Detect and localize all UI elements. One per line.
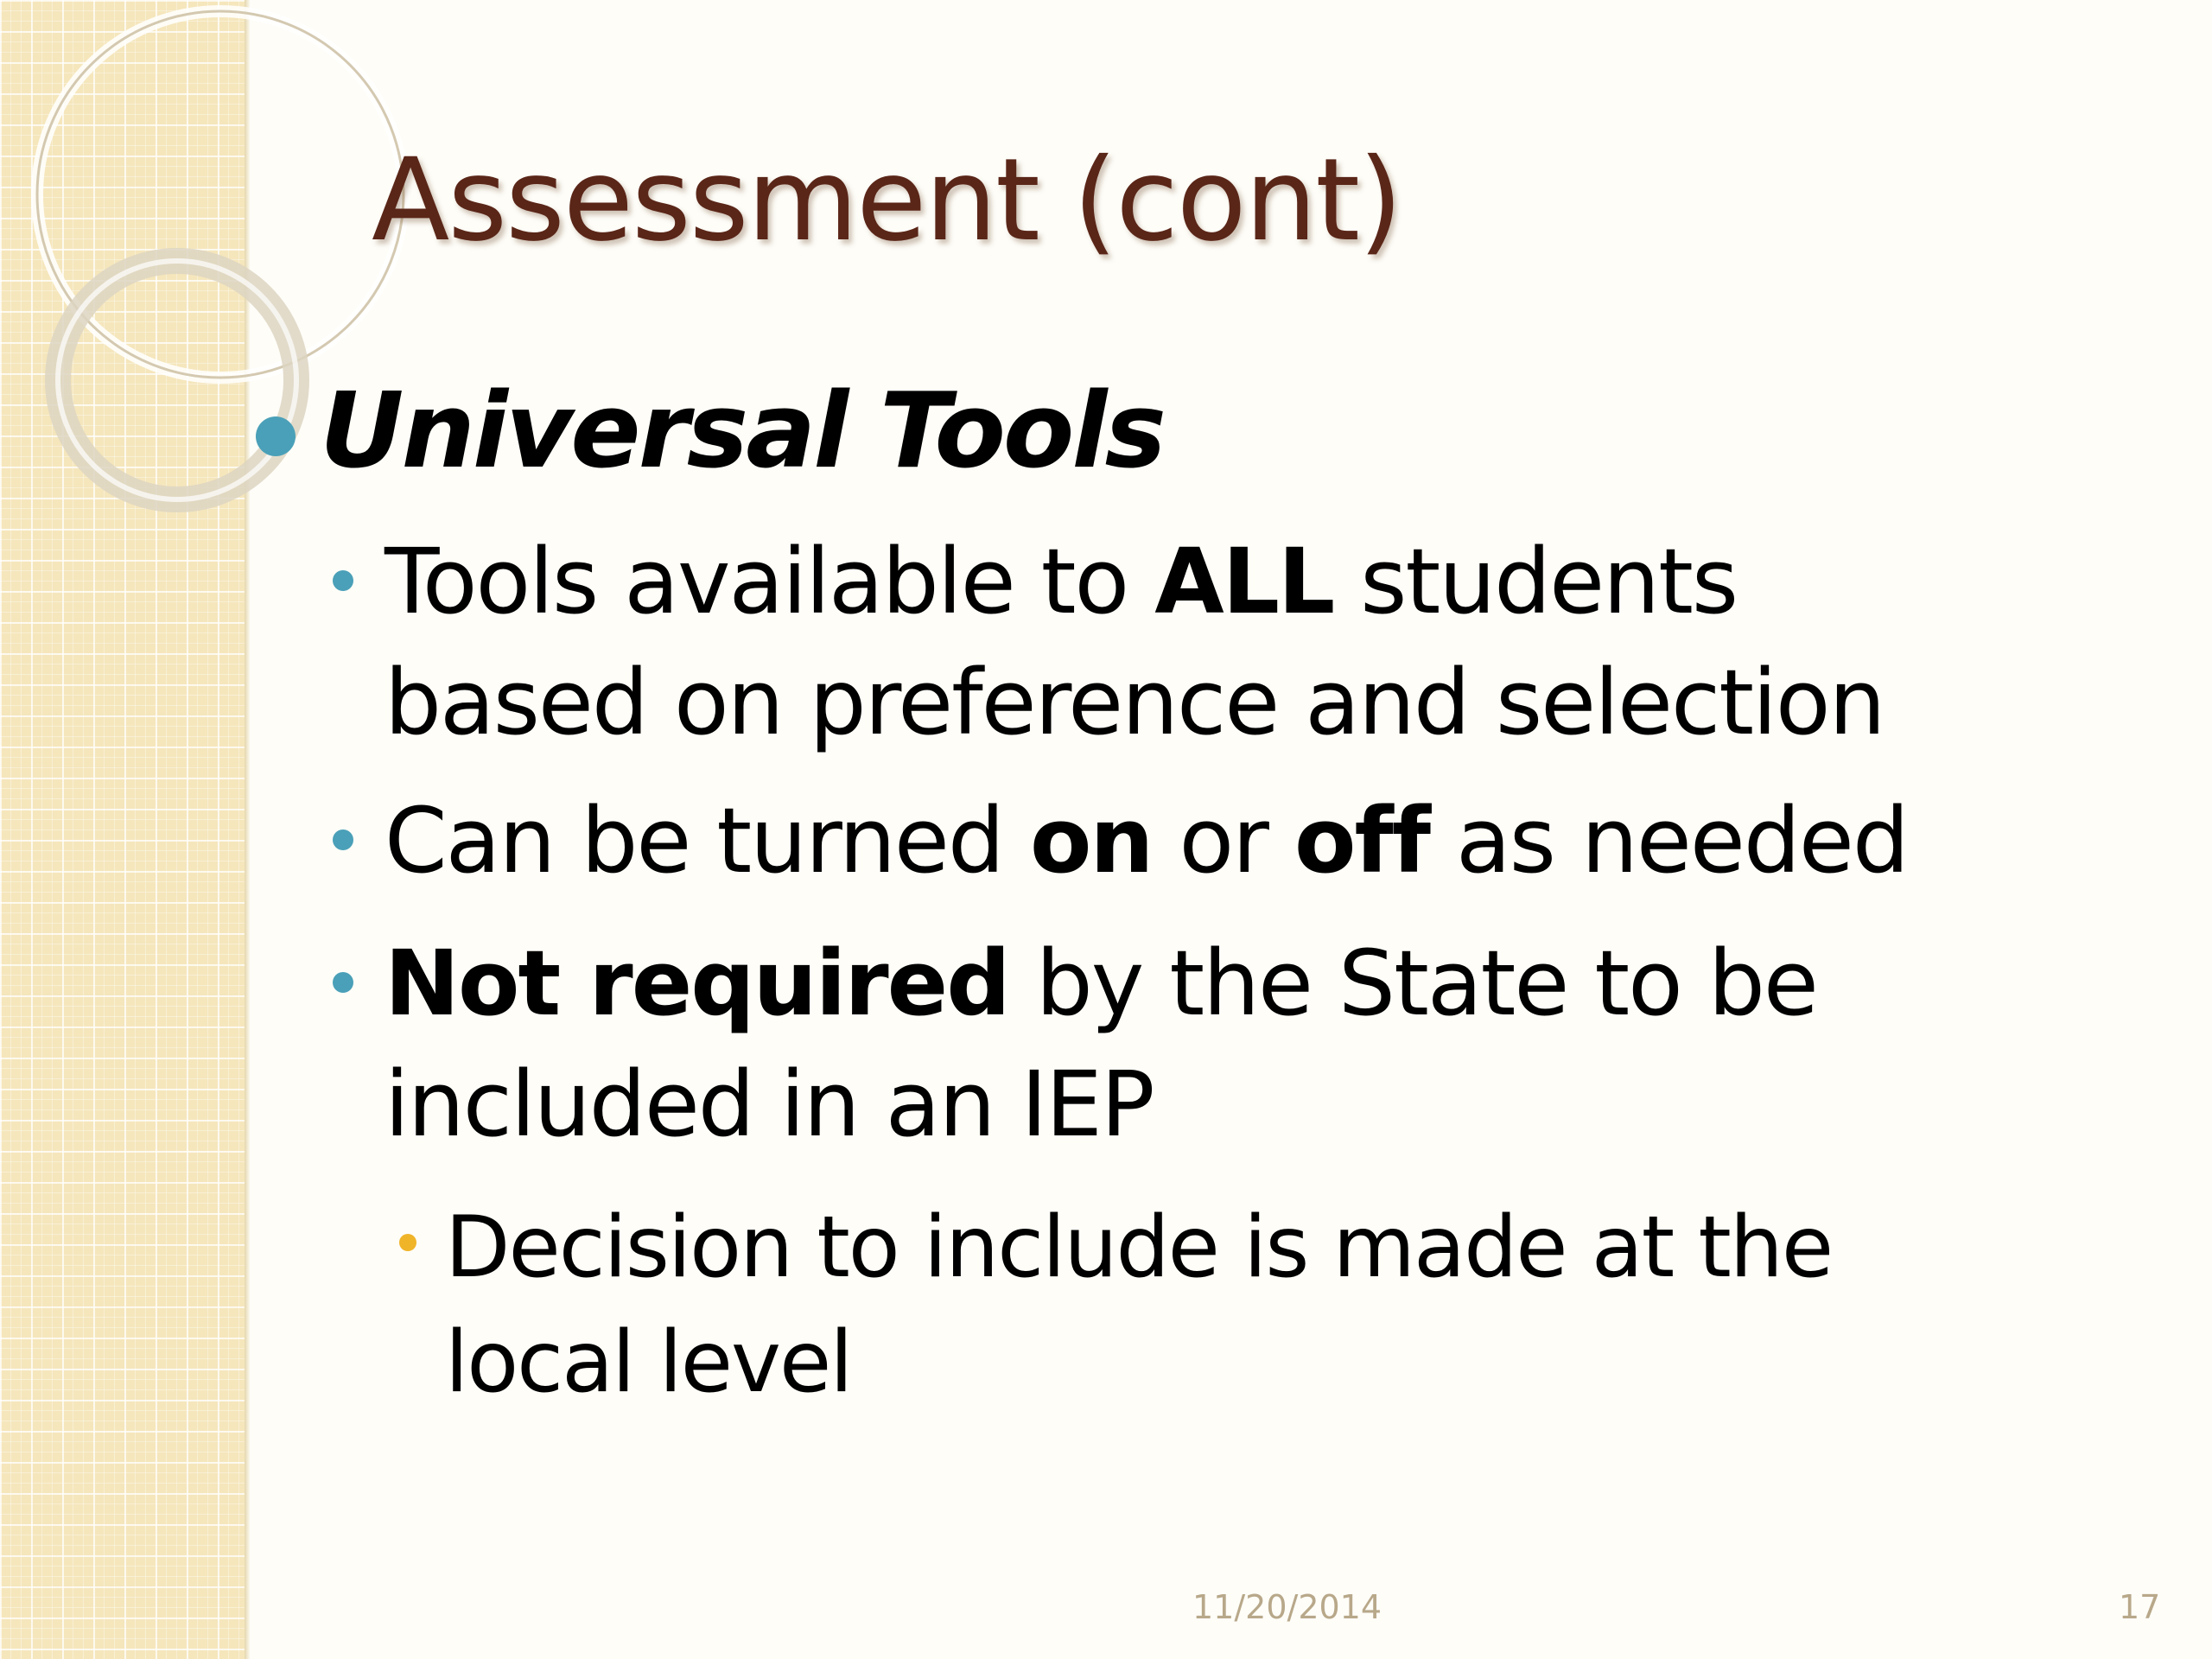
item-2-line-1: Can be turned on or off as needed [385,788,1908,893]
slide-page-number: 17 [2119,1588,2161,1626]
slide-date: 11/20/2014 [1192,1588,1382,1626]
heading-universal-tools: Universal Tools [320,372,1164,492]
bullet-item-1 [333,570,353,591]
item-3-line-1: Not required by the State to be [385,931,1817,1036]
item-3-line-2: included in an IEP [385,1052,1154,1157]
item-1-line-2: based on preference and selection [385,650,1885,755]
item-1-line-1: Tools available to ALL students [385,529,1738,634]
bullet-item-3 [333,972,353,993]
bullet-item-2 [333,830,353,850]
bullet-item-4 [399,1234,416,1251]
slide-title: Assessment (cont) [372,134,1402,267]
bullet-level1 [256,416,296,456]
item-4-line-2: local level [445,1313,852,1412]
item-4-line-1: Decision to include is made at the [445,1198,1833,1297]
